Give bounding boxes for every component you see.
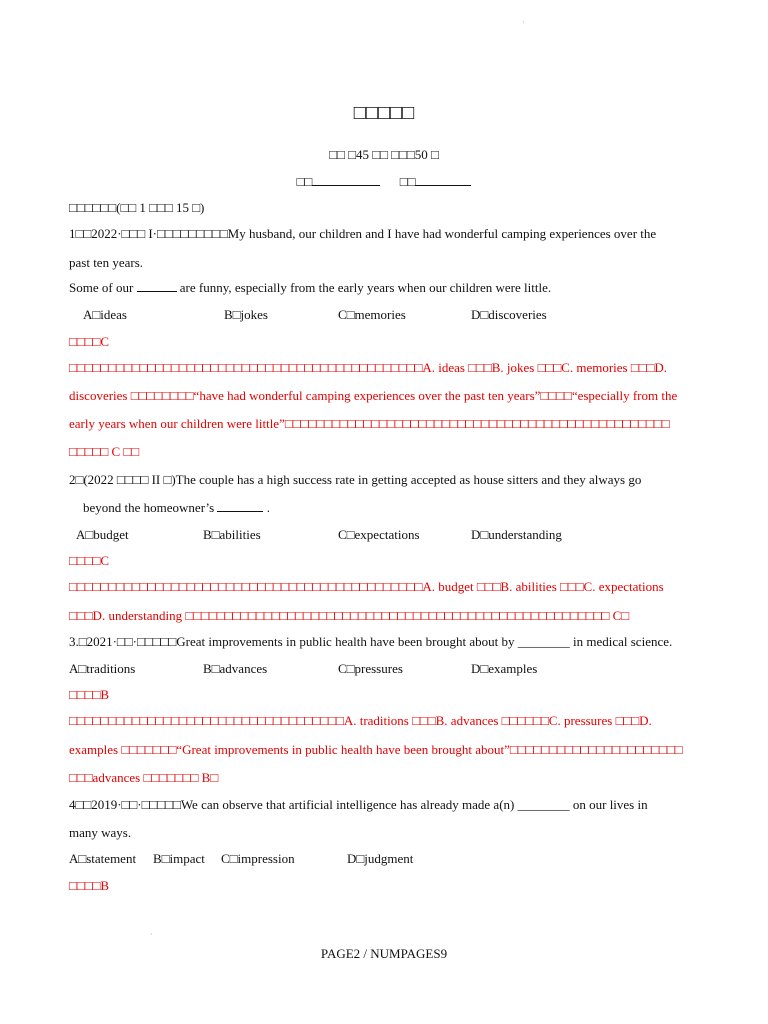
- name-label: □□: [296, 174, 313, 189]
- q2-option-a: A□budget: [76, 527, 129, 542]
- q3-explanation-2: examples □□□□□□□“Great improvements in public health have been brought about”□□□□□□□□□□□□□□□□□□□□□□: [69, 742, 683, 757]
- q4-line1: 4□□2019·□□·□□□□□We can observe that artificial intelligence has already made a(n) ________ on our lives in: [69, 797, 648, 812]
- q3-answer: □□□□B: [69, 687, 110, 702]
- q2-option-c: C□expectations: [338, 527, 420, 542]
- q1-option-a: A□ideas: [83, 307, 127, 322]
- section-header: □□□□□□(□□ 1 □□□ 15 □): [69, 200, 205, 215]
- class-label: □□: [399, 174, 416, 189]
- q1-explanation-3: early years when our children were little”□□□□□□□□□□□□□□□□□□□□□□□□□□□□□□□□□□□□□□□□□□□□□□□□□: [69, 416, 670, 431]
- q1-stem: [69, 280, 551, 296]
- meta-line: □□ □45 □□ □□□50 □: [329, 147, 439, 162]
- q4-answer: □□□□B: [69, 878, 110, 893]
- q4-option-b: B□impact: [153, 851, 205, 866]
- q2-line1: 2□(2022 □□□□ II □)The couple has a high success rate in getting accepted as house sitters and they always go: [69, 472, 642, 487]
- q1-explanation-1: □□□□□□□□□□□□□□□□□□□□□□□□□□□□□□□□□□□□□□□□□□□□□A. ideas □□□B. jokes □□□C. memories □□□D.: [69, 360, 668, 375]
- q1-line1: 1□□2022·□□□ I·□□□□□□□□□My husband, our children and I have had wonderful camping experiences over the: [69, 226, 657, 241]
- q2-explanation-2: □□□D. understanding □□□□□□□□□□□□□□□□□□□□□□□□□□□□□□□□□□□□□□□□□□□□□□□□□□□□□□ C□: [69, 608, 630, 623]
- q4-option-a: A□statement: [69, 851, 137, 866]
- class-blank: [415, 175, 471, 186]
- q1-explanation-4: □□□□□ C □□: [69, 444, 140, 459]
- q2-line2-after: .: [263, 500, 270, 515]
- q1-option-b: B□jokes: [224, 307, 268, 322]
- q1-option-d: D□discoveries: [471, 307, 547, 322]
- q3-option-c: C□pressures: [338, 661, 403, 676]
- name-blank: [312, 175, 380, 186]
- q3-option-a: A□traditions: [69, 661, 136, 676]
- name-class-line: [0, 174, 768, 190]
- q2-option-b: B□abilities: [203, 527, 261, 542]
- q2-line2: [83, 500, 270, 516]
- q1-blank: [137, 281, 177, 292]
- q3-option-d: D□examples: [471, 661, 538, 676]
- q3-explanation-1: □□□□□□□□□□□□□□□□□□□□□□□□□□□□□□□□□□□A. traditions □□□B. advances □□□□□□C. pressures □□□D.: [69, 713, 652, 728]
- q2-line2-before: beyond the homeowner’s: [83, 500, 218, 515]
- page-footer: PAGE2 / NUMPAGES9: [320, 946, 448, 961]
- q3-explanation-3: □□□advances □□□□□□□ B□: [69, 770, 219, 785]
- q4-option-c: C□impression: [221, 851, 295, 866]
- q1-answer: □□□□C: [69, 334, 110, 349]
- q2-explanation-1: □□□□□□□□□□□□□□□□□□□□□□□□□□□□□□□□□□□□□□□□□□□□□A. budget □□□B. abilities □□□C. expectations: [69, 579, 664, 594]
- bottom-mark: ·: [150, 930, 153, 939]
- q4-option-d: D□judgment: [347, 851, 414, 866]
- q3-option-b: B□advances: [203, 661, 268, 676]
- q2-option-d: D□understanding: [471, 527, 562, 542]
- q1-stem-after: are funny, especially from the early years when our children were little.: [176, 280, 552, 295]
- q3-line1: 3.□2021·□□·□□□□□Great improvements in public health have been brought about by ________ in medical science.: [69, 634, 673, 649]
- q1-line2: past ten years.: [69, 255, 144, 270]
- q2-answer: □□□□C: [69, 553, 110, 568]
- q1-stem-before: Some of our: [69, 280, 137, 295]
- top-mark: ·: [522, 18, 525, 27]
- q4-line2: many ways.: [69, 825, 132, 840]
- q1-explanation-2: discoveries □□□□□□□□“have had wonderful camping experiences over the past ten years”□□□□“especially from the: [69, 388, 678, 403]
- q2-blank: [217, 501, 263, 512]
- q1-option-c: C□memories: [338, 307, 406, 322]
- page-title: □□□□□: [353, 102, 415, 124]
